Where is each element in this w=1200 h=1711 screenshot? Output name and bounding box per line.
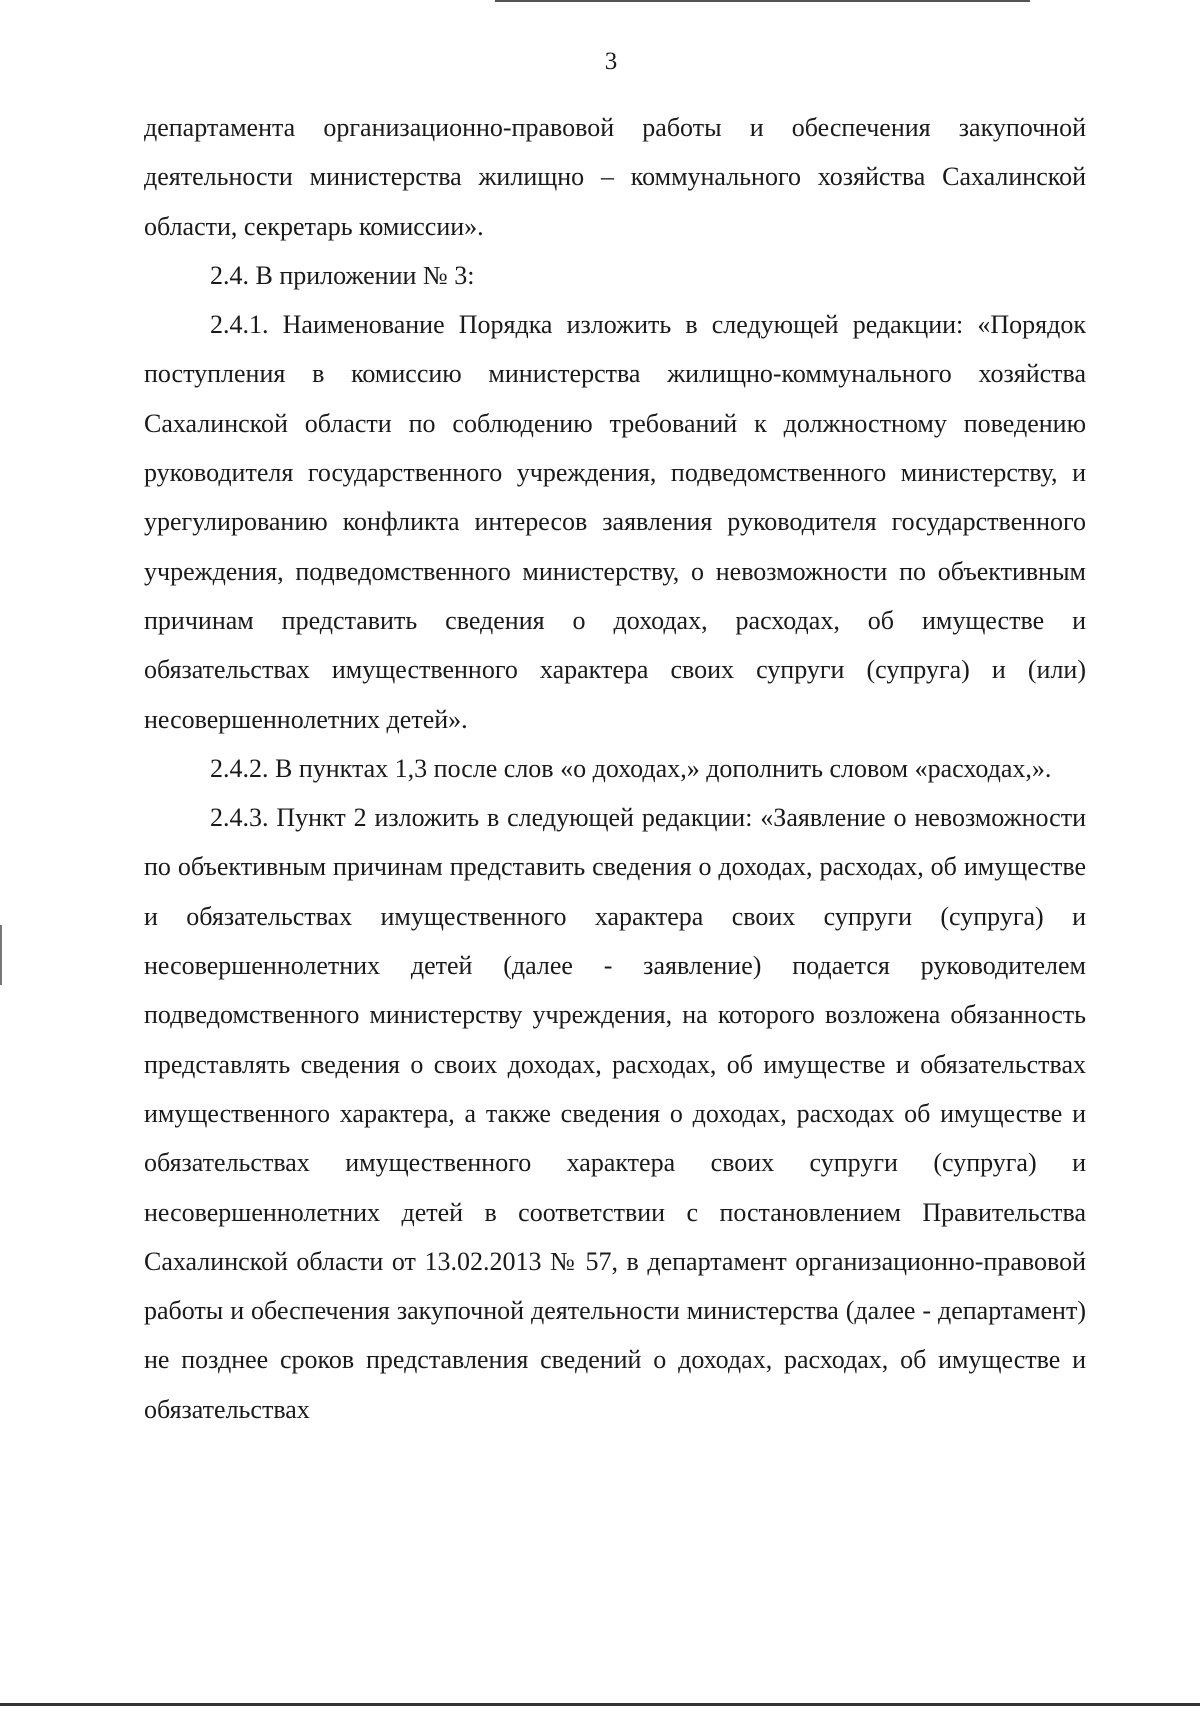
paragraph-2-4: 2.4. В приложении № 3: bbox=[210, 260, 475, 290]
paragraph-2-4-1: 2.4.1. Наименование Порядка изложить в следующей редакции: «Порядок поступления в комиссию министерства жилищно-коммунального хозяйства Сахалинской области по соблюдению требований к должностному поведению руководителя государственного учреждения, подведомственного министерству, и урегулированию конфликта интересов заявления руководителя государственного учреждения, подведомственного министерству, о невозможности по объективным причинам представить сведения о доходах, расходах, об имуществе и обязательствах имущественного характера своих супруги (супруга) и (или) несовершеннолетних детей». bbox=[144, 310, 1086, 734]
paragraph-2-4-2: 2.4.2. В пунктах 1,3 после слов «о доходах,» дополнить словом «расходах,». bbox=[210, 753, 1052, 783]
scan-edge-top bbox=[495, 0, 1030, 2]
document-body bbox=[144, 103, 1086, 1434]
scan-edge-bottom bbox=[0, 1703, 1200, 1706]
paragraph-2-4-3: 2.4.3. Пункт 2 изложить в следующей редакции: «Заявление о невозможности по объективным причинам представить сведения о доходах, расходах, об имуществе и обязательствах имущественного характера своих супруги (супруга) и несовершеннолетних детей (далее - заявление) подается руководителем подведомственного министерству учреждения, на которого возложена обязанность представлять сведения о своих доходах, расходах, об имуществе и обязательствах имущественного характера, а также сведения о доходах, расходах об имуществе и обязательствах имущественного характера своих супруги (супруга) и несовершеннолетних детей в соответствии с постановлением Правительства Сахалинской области от 13.02.2013 № 57, в департамент организационно-правовой работы и обеспечения закупочной деятельности министерства (далее - департамент) не позднее сроков представления сведений о доходах, расходах, об имуществе и обязательствах bbox=[144, 803, 1086, 1424]
paragraph-continuation: департамента организационно-правовой работы и обеспечения закупочной деятельности министерства жилищно – коммунального хозяйства Сахалинской области, секретарь комиссии». bbox=[144, 113, 1086, 241]
page-number: 3 bbox=[604, 48, 618, 75]
scan-edge-left bbox=[0, 925, 2, 985]
